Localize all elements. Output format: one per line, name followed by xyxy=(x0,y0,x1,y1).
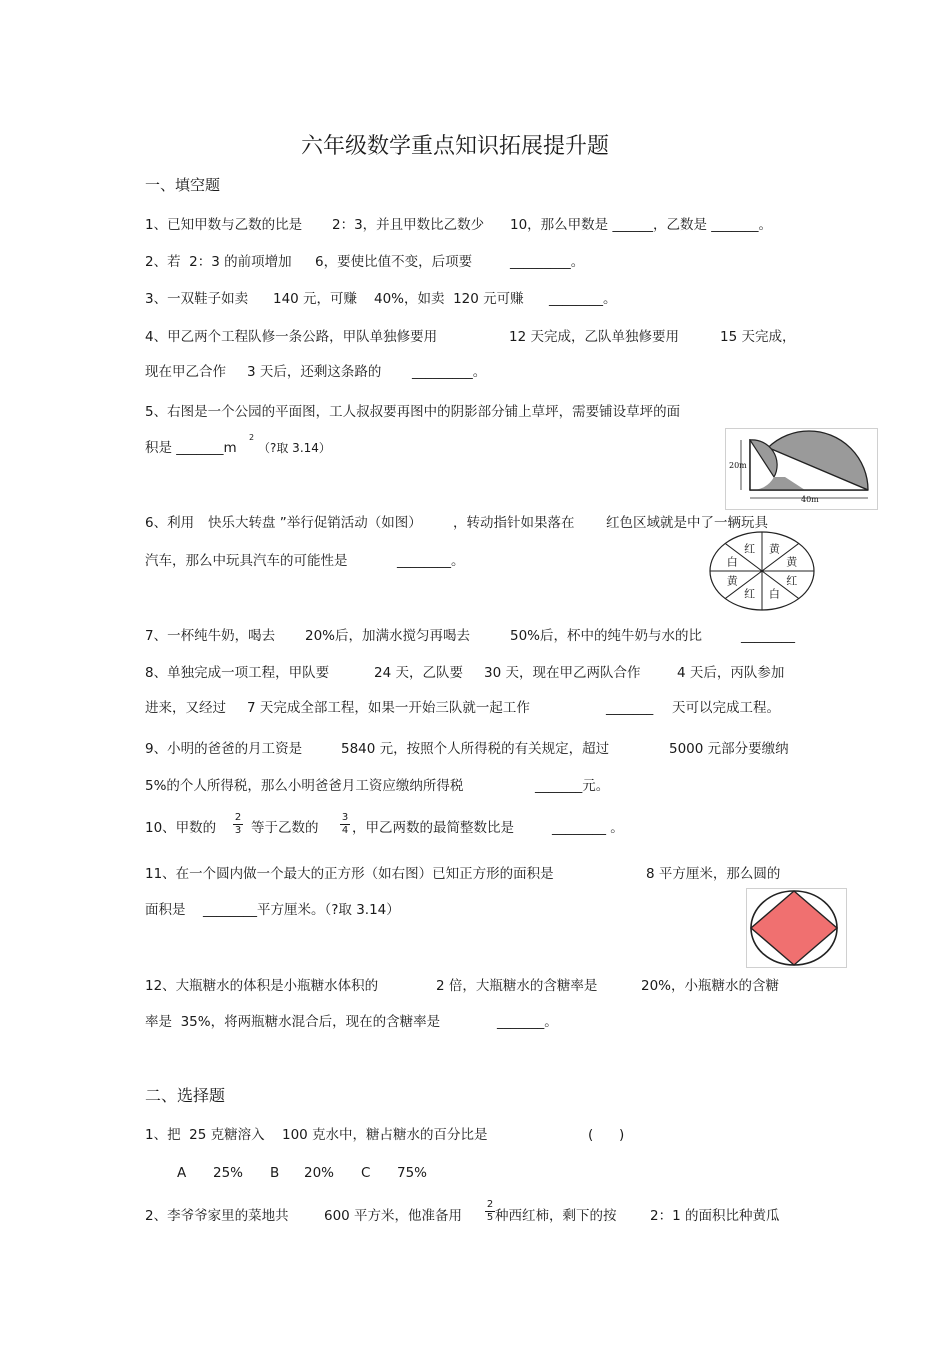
q12-text: 2 倍，大瓶糖水的含糖率是 xyxy=(436,978,598,994)
q5-superscript: 2 xyxy=(249,433,255,442)
q12-text: 20%，小瓶糖水的含糖 xyxy=(641,978,780,994)
q1-text: 10，那么甲数是 ______，乙数是 _______。 xyxy=(510,217,773,233)
q12-text: 12、大瓶糖水的体积是小瓶糖水体积的 xyxy=(145,978,379,994)
wheel-sector-label: 白 xyxy=(768,587,780,601)
choice1-text: 100 克水中，糖占糖水的百分比是 xyxy=(282,1127,488,1143)
q11-text: 面积是 xyxy=(145,902,186,918)
park-figure xyxy=(725,428,878,510)
q4-text: 15 天完成， xyxy=(720,329,796,345)
q7-text: 50%后，杯中的纯牛奶与水的比 xyxy=(510,628,703,644)
fraction-two-thirds xyxy=(233,813,243,836)
wheel-sector-label: 红 xyxy=(786,574,798,588)
q1-text: 1、已知甲数与乙数的比是 xyxy=(145,217,303,233)
option-c-value: 75% xyxy=(397,1165,428,1181)
q12-blank: _______。 xyxy=(497,1014,558,1030)
fraction-numerator: 2 xyxy=(486,1199,494,1210)
q4-text: 3 天后，还剩这条路的 xyxy=(247,364,382,380)
q9-blank: _______元。 xyxy=(535,778,610,794)
fraction-denominator: 4 xyxy=(341,825,349,836)
option-a-value: 25% xyxy=(213,1165,244,1181)
fraction-denominator: 5 xyxy=(486,1212,494,1223)
q8-text: 4 天后，丙队参加 xyxy=(677,665,785,681)
wheel-sector-label: 红 xyxy=(744,587,756,601)
q2-blank: _________。 xyxy=(510,254,585,270)
option-b-value: 20% xyxy=(304,1165,335,1181)
wheel-sector-label: 黄 xyxy=(726,574,738,588)
prize-wheel-figure xyxy=(708,530,816,612)
q6-text: 红色区域就是中了一辆玩具 xyxy=(606,515,768,531)
q7-blank: ________ xyxy=(741,628,795,644)
page-title: 六年级数学重点知识拓展提升题 xyxy=(300,134,609,159)
q8-blank: _______ xyxy=(606,700,654,716)
q7-text: 20%后，加满水搅匀再喝去 xyxy=(305,628,471,644)
wheel-sector-label: 黄 xyxy=(786,555,798,569)
q12-text: 率是 35%，将两瓶糖水混合后，现在的含糖率是 xyxy=(145,1014,441,1030)
q3-text: 140 元，可赚 xyxy=(273,291,358,307)
q6-text: ，转动指针如果落在 xyxy=(453,515,575,531)
q1-text: 2：3，并且甲数比乙数少 xyxy=(332,217,485,233)
q4-text: 现在甲乙合作 xyxy=(145,364,226,380)
q4-text: 4、甲乙两个工程队修一条公路，甲队单独修要用 xyxy=(145,329,438,345)
option-b-letter: B xyxy=(270,1165,280,1181)
q10-blank: ________ 。 xyxy=(552,820,624,836)
choice2-text: 2、李爷爷家里的菜地共 xyxy=(145,1208,289,1224)
q8-text: 8、单独完成一项工程，甲队要 xyxy=(145,665,330,681)
circle-square-figure xyxy=(746,888,847,968)
option-a-letter: A xyxy=(177,1165,187,1181)
q9-text: 5%的个人所得税，那么小明爸爸月工资应缴纳所得税 xyxy=(145,778,464,794)
q9-text: 9、小明的爸爸的月工资是 xyxy=(145,741,303,757)
q6-text: 快乐大转盘 ”举行促销活动（如图） xyxy=(208,515,422,531)
wheel-sector-label: 白 xyxy=(726,555,738,569)
wheel-sector-label: 红 xyxy=(744,542,756,556)
choice2-text: 2：1 的面积比种黄瓜 xyxy=(650,1208,780,1224)
q5-text: 积是 _______m xyxy=(145,440,237,456)
fraction-numerator: 3 xyxy=(341,812,349,823)
q3-text: 3、一双鞋子如卖 xyxy=(145,291,249,307)
q11-text: 11、在一个圆内做一个最大的正方形（如右图）已知正方形的面积是 xyxy=(145,866,554,882)
q3-blank: ________。 xyxy=(549,291,617,307)
park-height-label: 20m xyxy=(729,461,747,470)
q11-text: 8 平方厘米，那么圆的 xyxy=(646,866,781,882)
section-choice: 二、选择题 xyxy=(145,1086,226,1105)
q6-text: 汽车，那么中玩具汽车的可能性是 xyxy=(145,553,348,569)
q11-text: ________平方厘米。（?取 3.14） xyxy=(203,902,400,918)
q9-text: 5840 元，按照个人所得税的有关规定，超过 xyxy=(341,741,610,757)
q8-text: 进来，又经过 xyxy=(145,700,226,716)
q10-text: 等于乙数的 xyxy=(251,820,319,836)
q9-text: 5000 元部分要缴纳 xyxy=(669,741,789,757)
q3-text: 40%，如卖 120 元可赚 xyxy=(374,291,524,307)
park-width-label: 40m xyxy=(801,495,819,504)
option-c-letter: C xyxy=(361,1165,371,1181)
fraction-numerator: 2 xyxy=(234,812,242,823)
q5-text: （?取 3.14） xyxy=(258,441,331,455)
q6-blank: ________。 xyxy=(397,553,465,569)
fraction-denominator: 3 xyxy=(234,825,242,836)
q10-text: 10、甲数的 xyxy=(145,820,217,836)
q8-text: 30 天，现在甲乙两队合作 xyxy=(484,665,641,681)
choice1-answer-bracket: ( ) xyxy=(588,1127,625,1143)
q2-text: 2、若 2：3 的前项增加 xyxy=(145,254,292,270)
choice2-text: 种西红柿，剩下的按 xyxy=(495,1208,617,1224)
q10-text: ，甲乙两数的最简整数比是 xyxy=(352,820,514,836)
section-fill-blank: 一、填空题 xyxy=(145,176,221,194)
q4-blank: _________。 xyxy=(412,364,487,380)
q8-text: 24 天，乙队要 xyxy=(374,665,463,681)
wheel-sector-label: 黄 xyxy=(768,542,780,556)
q8-text: 天可以完成工程。 xyxy=(672,700,780,716)
choice2-text: 600 平方米，他准备用 xyxy=(324,1208,463,1224)
choice1-text: 1、把 25 克糖溶入 xyxy=(145,1127,265,1143)
q6-text: 6、利用 xyxy=(145,515,195,531)
q5-text: 5、右图是一个公园的平面图，工人叔叔要再图中的阴影部分铺上草坪，需要铺设草坪的面 xyxy=(145,404,681,420)
q7-text: 7、一杯纯牛奶，喝去 xyxy=(145,628,276,644)
q2-text: 6，要使比值不变，后项要 xyxy=(315,254,473,270)
fraction-three-quarters xyxy=(340,813,350,836)
q4-text: 12 天完成，乙队单独修要用 xyxy=(509,329,679,345)
q8-text: 7 天完成全部工程，如果一开始三队就一起工作 xyxy=(247,700,530,716)
fraction-two-fifths xyxy=(485,1200,495,1223)
